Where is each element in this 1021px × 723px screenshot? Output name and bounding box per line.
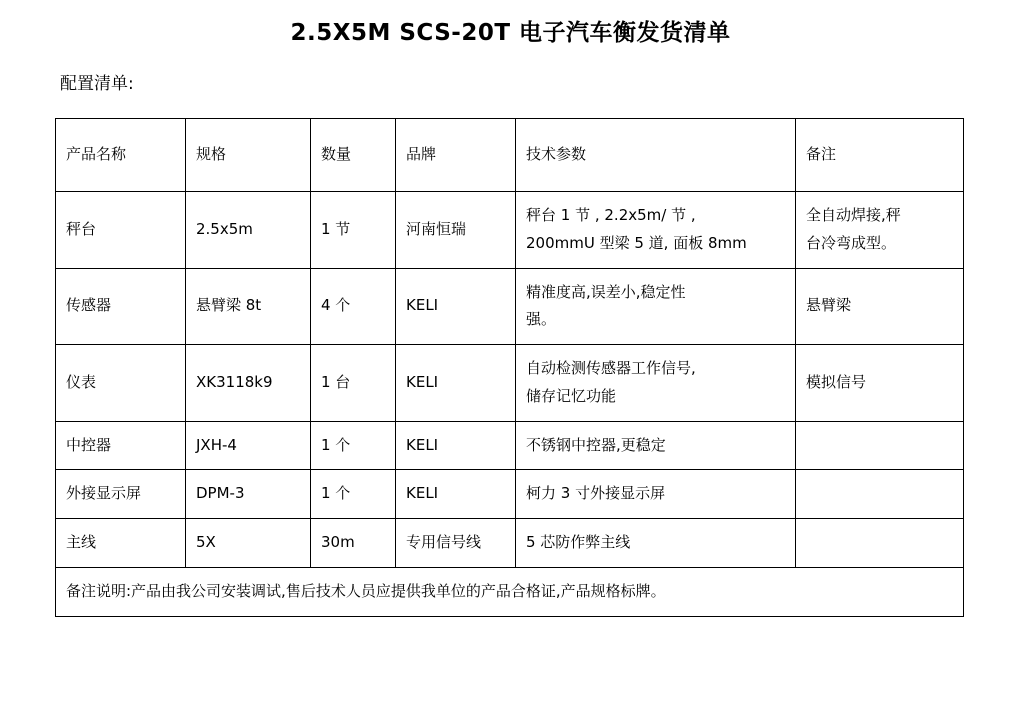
- cell-qty: 1 个: [311, 470, 396, 519]
- cell-remark: [796, 470, 964, 519]
- cell-brand: KELI: [396, 470, 516, 519]
- table-header-row: [56, 119, 964, 192]
- cell-name: 主线: [56, 519, 186, 568]
- spec-table-wrapper: [55, 118, 966, 617]
- table-row: [56, 421, 964, 470]
- cell-params: 秤台 1 节 , 2.2x5m/ 节 , 200mmU 型梁 5 道, 面板 8mm: [516, 192, 796, 269]
- column-header-params: 技术参数: [516, 119, 796, 192]
- cell-spec: 2.5x5m: [186, 192, 311, 269]
- cell-spec: 悬臂梁 8t: [186, 268, 311, 345]
- table-row: [56, 345, 964, 422]
- cell-remark: [796, 519, 964, 568]
- cell-spec: 5X: [186, 519, 311, 568]
- cell-params: 精准度高,误差小,稳定性 强。: [516, 268, 796, 345]
- table-footer-row: [56, 567, 964, 616]
- cell-spec: XK3118k9: [186, 345, 311, 422]
- cell-remark: [796, 421, 964, 470]
- spec-table: [55, 118, 964, 617]
- cell-name: 仪表: [56, 345, 186, 422]
- cell-brand: 河南恒瑞: [396, 192, 516, 269]
- table-row: [56, 519, 964, 568]
- section-subtitle: 配置清单:: [60, 74, 134, 94]
- table-row: [56, 268, 964, 345]
- column-header-spec: 规格: [186, 119, 311, 192]
- cell-name: 外接显示屏: [56, 470, 186, 519]
- document-page: [0, 14, 1021, 723]
- cell-qty: 1 节: [311, 192, 396, 269]
- cell-qty: 4 个: [311, 268, 396, 345]
- cell-name: 秤台: [56, 192, 186, 269]
- footer-note: 备注说明:产品由我公司安装调试,售后技术人员应提供我单位的产品合格证,产品规格标牌。: [56, 567, 964, 616]
- cell-params: 自动检测传感器工作信号, 储存记忆功能: [516, 345, 796, 422]
- cell-remark: 模拟信号: [796, 345, 964, 422]
- cell-name: 中控器: [56, 421, 186, 470]
- cell-qty: 30m: [311, 519, 396, 568]
- cell-remark: 全自动焊接,秤 台冷弯成型。: [796, 192, 964, 269]
- column-header-qty: 数量: [311, 119, 396, 192]
- cell-params: 柯力 3 寸外接显示屏: [516, 470, 796, 519]
- cell-qty: 1 台: [311, 345, 396, 422]
- column-header-brand: 品牌: [396, 119, 516, 192]
- cell-params: 5 芯防作弊主线: [516, 519, 796, 568]
- cell-brand: KELI: [396, 345, 516, 422]
- column-header-name: 产品名称: [56, 119, 186, 192]
- cell-name: 传感器: [56, 268, 186, 345]
- cell-remark: 悬臂梁: [796, 268, 964, 345]
- table-row: [56, 470, 964, 519]
- page-title: 2.5X5M SCS-20T 电子汽车衡发货清单: [290, 20, 731, 46]
- cell-spec: DPM-3: [186, 470, 311, 519]
- column-header-remark: 备注: [796, 119, 964, 192]
- cell-params: 不锈钢中控器,更稳定: [516, 421, 796, 470]
- cell-brand: KELI: [396, 268, 516, 345]
- cell-brand: 专用信号线: [396, 519, 516, 568]
- table-row: [56, 192, 964, 269]
- cell-qty: 1 个: [311, 421, 396, 470]
- cell-spec: JXH-4: [186, 421, 311, 470]
- cell-brand: KELI: [396, 421, 516, 470]
